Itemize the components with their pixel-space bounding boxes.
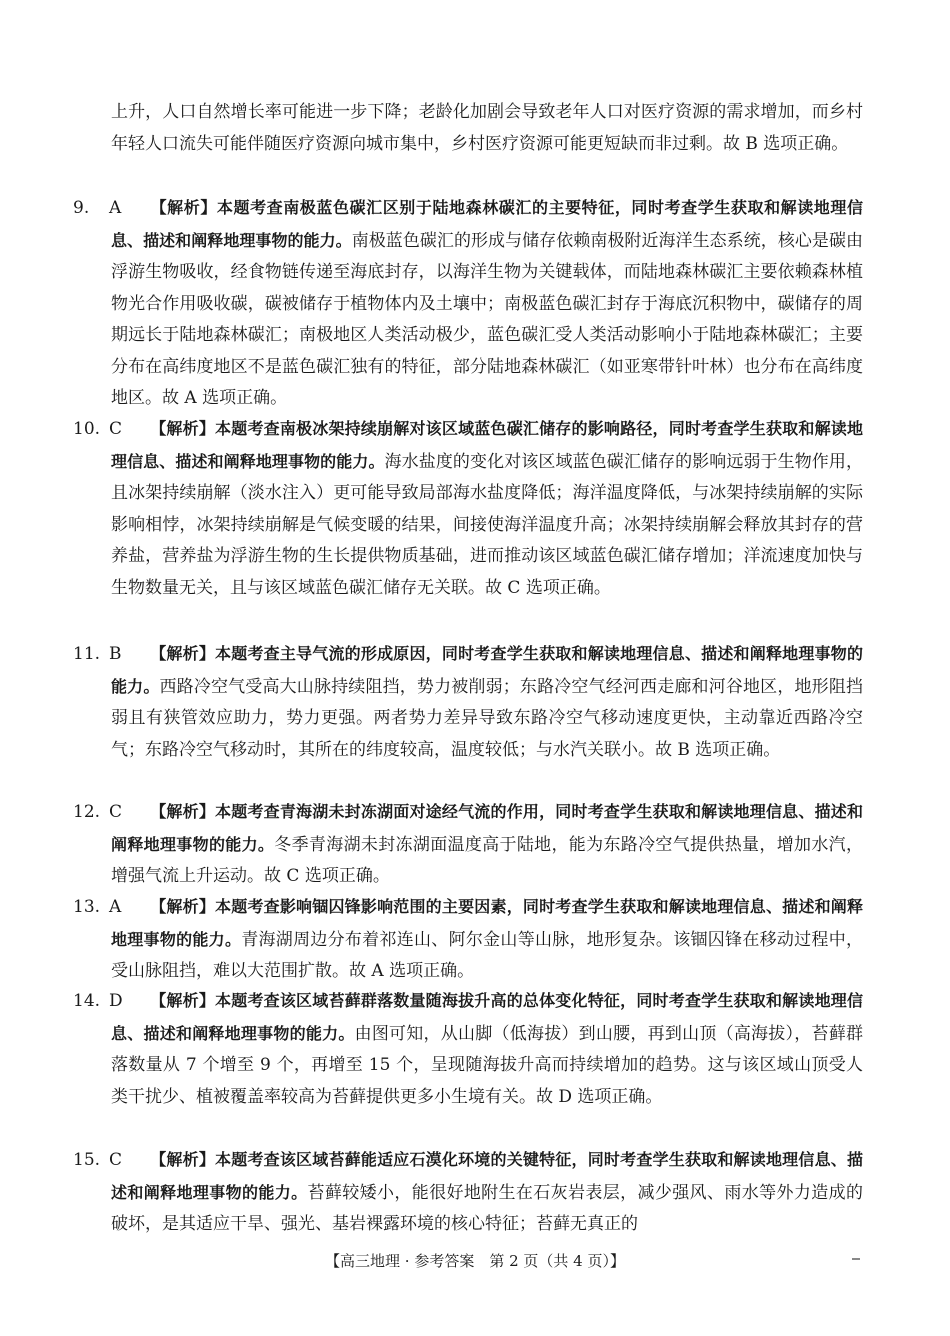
item-answer: C: [109, 802, 123, 822]
item-lead: 本题考查青海湖未封冻湖面对途经气流的作用，同时考查学生获取和解读地理信息、描述和阐释地理事物的能力。: [111, 802, 863, 854]
analysis-tag: 【解析】: [150, 897, 216, 916]
answer-item-12: [73, 796, 863, 893]
item-body: 由图可知，从山脚（低海拔）到山腰，再到山顶（高海拔），苔藓群落数量从 7 个增至 9 个，再增至 15 个，呈现随海拔升高而持续增加的趋势。这与该区域山顶受人类干扰少、植被覆盖率较高为苔藓提供更多小生境有关。故 D 选项正确。: [111, 1023, 863, 1107]
item-answer: C: [109, 419, 123, 439]
item-number: 12.: [73, 802, 101, 822]
analysis-tag: 【解析】: [150, 1150, 216, 1169]
analysis-tag: 【解析】: [150, 644, 216, 663]
answer-item-15: [73, 1144, 863, 1241]
answer-item-13: [73, 891, 863, 988]
item-body: 青海湖周边分布着祁连山、阿尔金山等山脉，地形复杂。该锢囚锋在移动过程中，受山脉阻挡，难以大范围扩散。故 A 选项正确。: [111, 929, 863, 981]
item-number: 11.: [73, 644, 101, 664]
item-answer: C: [109, 1150, 123, 1170]
item-lead: 本题考查影响锢囚锋影响范围的主要因素，同时考查学生获取和解读地理信息、描述和阐释地理事物的能力。: [111, 897, 863, 949]
item-number: 13.: [73, 897, 101, 917]
item-body: 苔藓较矮小，能很好地附生在石灰岩表层，减少强风、雨水等外力造成的破坏，是其适应干旱、强光、基岩裸露环境的核心特征；苔藓无真正的: [111, 1182, 863, 1234]
analysis-tag: 【解析】: [150, 198, 217, 217]
item-lead: 本题考查主导气流的形成原因，同时考查学生获取和解读地理信息、描述和阐释地理事物的能力。: [111, 644, 863, 696]
analysis-tag: 【解析】: [150, 419, 216, 438]
item-body: 海水盐度的变化对该区域蓝色碳汇储存的影响远弱于生物作用，且冰架持续崩解（淡水注入）更可能导致局部海水盐度降低；海洋温度降低，与冰架持续崩解的实际影响相悖，冰架持续崩解是气候变暖的结果，间接使海洋温度升高；冰架持续崩解会释放其封存的营养盐，营养盐为浮游生物的生长提供物质基础，进而推动该区域蓝色碳汇储存增加；洋流速度加快与生物数量无关，且与该区域蓝色碳汇储存无关联。故 C 选项正确。: [111, 451, 863, 598]
item-answer: A: [109, 897, 122, 917]
item-body: 西路冷空气受高大山脉持续阻挡，势力被削弱；东路冷空气经河西走廊和河谷地区，地形阻挡弱且有狭管效应助力，势力更强。两者势力差异导致东路冷空气移动速度更快，主动靠近西路冷空气；东路冷空气移动时，其所在的纬度较高，温度较低；与水汽关联小。故 B 选项正确。: [111, 676, 863, 760]
answer-item-14: [73, 985, 863, 1113]
intro-paragraph: 上升，人口自然增长率可能进一步下降；老龄化加剧会导致老年人口对医疗资源的需求增加，而乡村年轻人口流失可能伴随医疗资源向城市集中，乡村医疗资源可能更短缺而非过剩。故 B 选项正确。: [111, 102, 863, 154]
answer-item-11: [73, 638, 863, 766]
analysis-tag: 【解析】: [150, 991, 216, 1010]
item-number: 10.: [73, 419, 101, 439]
item-number: 15.: [73, 1150, 101, 1170]
item-answer: D: [109, 991, 123, 1011]
item-lead: 本题考查该区域苔藓群落数量随海拔升高的总体变化特征，同时考查学生获取和解读地理信息、描述和阐释地理事物的能力。: [111, 991, 863, 1043]
page-footer: 【高三地理 · 参考答案 第 2 页（共 4 页）】: [325, 1252, 625, 1270]
item-body: 冬季青海湖未封冻湖面温度高于陆地，能为东路冷空气提供热量，增加水汽，增强气流上升运动。故 C 选项正确。: [111, 834, 863, 886]
corner-mark: [852, 1258, 860, 1260]
item-number: 14.: [73, 991, 101, 1011]
item-lead: 本题考查南极冰架持续崩解对该区域蓝色碳汇储存的影响路径，同时考查学生获取和解读地理信息、描述和阐释地理事物的能力。: [111, 419, 863, 471]
item-number: 9.: [73, 198, 90, 218]
item-answer: A: [109, 198, 122, 218]
item-body: 南极蓝色碳汇的形成与储存依赖南极附近海洋生态系统，核心是碳由浮游生物吸收，经食物链传递至海底封存，以海洋生物为关键载体，而陆地森林碳汇主要依赖森林植物光合作用吸收碳，碳被储存于植物体内及土壤中；南极蓝色碳汇封存于海底沉积物中，碳储存的周期远长于陆地森林碳汇；南极地区人类活动极少，蓝色碳汇受人类活动影响小于陆地森林碳汇；主要分布在高纬度地区不是蓝色碳汇独有的特征，部分陆地森林碳汇（如亚寒带针叶林）也分布在高纬度地区。故 A 选项正确。: [111, 230, 863, 408]
answer-item-10: [73, 413, 863, 604]
item-answer: B: [109, 644, 122, 664]
item-lead: 本题考查该区域苔藓能适应石漠化环境的关键特征，同时考查学生获取和解读地理信息、描述和阐释地理事物的能力。: [111, 1150, 863, 1202]
item-lead: 本题考查南极蓝色碳汇区别于陆地森林碳汇的主要特征，同时考查学生获取和解读地理信息、描述和阐释地理事物的能力。: [111, 198, 863, 250]
analysis-tag: 【解析】: [150, 802, 216, 821]
answer-item-9: [73, 192, 863, 415]
